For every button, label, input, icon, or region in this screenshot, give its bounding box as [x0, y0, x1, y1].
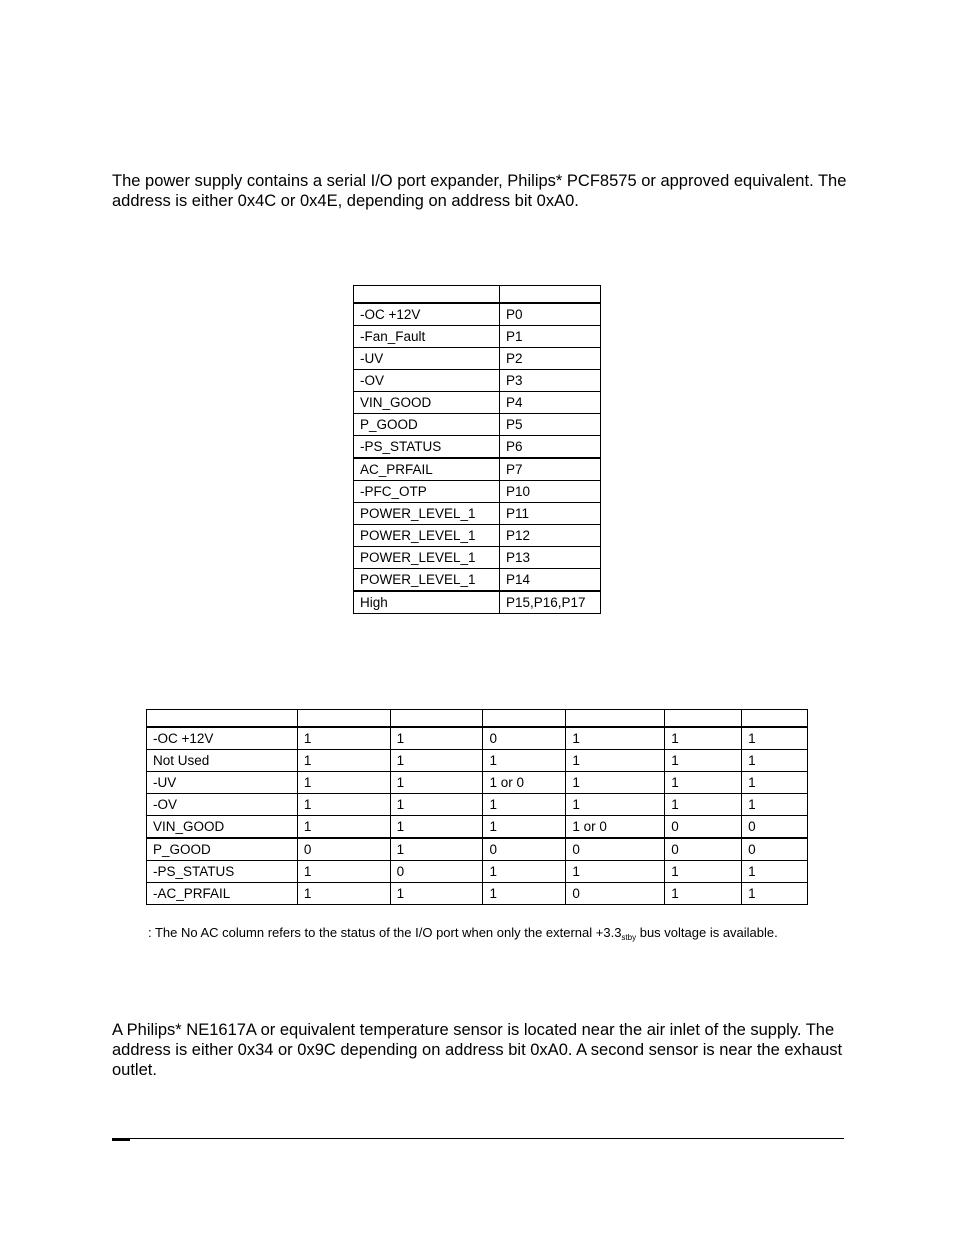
value-cell: 1 or 0: [483, 772, 566, 794]
header-cell: [665, 710, 742, 728]
value-cell: 1: [483, 861, 566, 883]
value-cell: P3: [500, 370, 601, 392]
value-cell: 1: [390, 772, 483, 794]
note-subscript: stby: [621, 933, 637, 942]
signal-cell: POWER_LEVEL_1: [354, 525, 500, 547]
header-cell: [354, 286, 500, 304]
header-cell: [297, 710, 390, 728]
value-cell: P7: [500, 458, 601, 481]
header-cell: [483, 710, 566, 728]
value-cell: 1: [297, 883, 390, 905]
pin-table-row: [354, 348, 601, 370]
header-cell: [390, 710, 483, 728]
state-table-row: [147, 772, 808, 794]
pin-table-row: [354, 547, 601, 569]
footer-rule: [112, 1138, 844, 1139]
state-table-row: [147, 750, 808, 772]
value-cell: P6: [500, 436, 601, 459]
value-cell: 1: [665, 861, 742, 883]
value-cell: 0: [665, 816, 742, 839]
value-cell: 1: [390, 750, 483, 772]
header-cell: [566, 710, 665, 728]
value-cell: 1: [390, 816, 483, 839]
value-cell: 1 or 0: [566, 816, 665, 839]
pin-table-header-row: [354, 286, 601, 304]
signal-cell: POWER_LEVEL_1: [354, 547, 500, 569]
value-cell: 0: [665, 838, 742, 861]
value-cell: P0: [500, 303, 601, 326]
signal-cell: -PS_STATUS: [354, 436, 500, 459]
signal-cell: -UV: [354, 348, 500, 370]
state-table-row: [147, 838, 808, 861]
signal-cell: P_GOOD: [147, 838, 298, 861]
intro-paragraph: The power supply contains a serial I/O port expander, Philips* PCF8575 or approved equivalent. The address is either 0x4C or 0x4E, depending on address bit 0xA0.: [112, 172, 847, 210]
header-cell: [742, 710, 808, 728]
pin-table-row: [354, 569, 601, 592]
header-cell: [147, 710, 298, 728]
note-text-end: bus voltage is available.: [636, 925, 778, 940]
value-cell: 1: [665, 883, 742, 905]
signal-cell: -OV: [147, 794, 298, 816]
pin-table-row: [354, 525, 601, 547]
state-table-row: [147, 727, 808, 750]
value-cell: P4: [500, 392, 601, 414]
value-cell: 1: [566, 750, 665, 772]
value-cell: 1: [297, 772, 390, 794]
value-cell: 1: [390, 727, 483, 750]
value-cell: P14: [500, 569, 601, 592]
pin-table-row: [354, 436, 601, 459]
value-cell: 1: [390, 794, 483, 816]
value-cell: 1: [566, 727, 665, 750]
value-cell: 1: [566, 861, 665, 883]
value-cell: 1: [742, 861, 808, 883]
value-cell: 1: [297, 727, 390, 750]
signal-cell: Not Used: [147, 750, 298, 772]
state-table-row: [147, 883, 808, 905]
value-cell: 1: [297, 816, 390, 839]
value-cell: 0: [566, 838, 665, 861]
port-state-table: [146, 709, 808, 905]
signal-cell: -PS_STATUS: [147, 861, 298, 883]
pin-table-row: [354, 458, 601, 481]
value-cell: 0: [742, 838, 808, 861]
state-table-row: [147, 794, 808, 816]
value-cell: 1: [390, 838, 483, 861]
table-note: [148, 925, 808, 941]
pin-table-row: [354, 414, 601, 436]
signal-cell: -PFC_OTP: [354, 481, 500, 503]
signal-cell: -AC_PRFAIL: [147, 883, 298, 905]
value-cell: P11: [500, 503, 601, 525]
value-cell: P1: [500, 326, 601, 348]
signal-cell: POWER_LEVEL_1: [354, 503, 500, 525]
value-cell: 1: [566, 772, 665, 794]
value-cell: 0: [390, 861, 483, 883]
signal-cell: -UV: [147, 772, 298, 794]
signal-cell: VIN_GOOD: [147, 816, 298, 839]
value-cell: P13: [500, 547, 601, 569]
value-cell: P5: [500, 414, 601, 436]
pin-table-row: [354, 326, 601, 348]
signal-cell: High: [354, 591, 500, 614]
state-table-header-row: [147, 710, 808, 728]
value-cell: 1: [483, 750, 566, 772]
value-cell: 1: [665, 772, 742, 794]
pin-table-row: [354, 503, 601, 525]
pin-table-row: [354, 303, 601, 326]
value-cell: 1: [566, 794, 665, 816]
state-table-row: [147, 816, 808, 839]
sensor-paragraph: A Philips* NE1617A or equivalent temperature sensor is located near the air inlet of the supply. The address is either 0x34 or 0x9C depending on address bit 0xA0. A second sensor is near the exhaust outlet.: [112, 1021, 843, 1079]
header-cell: [500, 286, 601, 304]
pin-assignment-table: [353, 285, 601, 614]
value-cell: P10: [500, 481, 601, 503]
value-cell: 1: [665, 727, 742, 750]
pin-table-row: [354, 392, 601, 414]
value-cell: 0: [483, 838, 566, 861]
value-cell: P15,P16,P17: [500, 591, 601, 614]
value-cell: 1: [297, 861, 390, 883]
value-cell: 1: [483, 883, 566, 905]
footer-rule-accent: [112, 1138, 130, 1141]
value-cell: 1: [297, 794, 390, 816]
signal-cell: AC_PRFAIL: [354, 458, 500, 481]
value-cell: P2: [500, 348, 601, 370]
value-cell: 1: [742, 883, 808, 905]
value-cell: 1: [742, 750, 808, 772]
pin-table-row: [354, 370, 601, 392]
pin-table-row: [354, 591, 601, 614]
signal-cell: P_GOOD: [354, 414, 500, 436]
value-cell: 0: [297, 838, 390, 861]
value-cell: 1: [665, 794, 742, 816]
value-cell: 0: [566, 883, 665, 905]
signal-cell: -OV: [354, 370, 500, 392]
value-cell: 1: [665, 750, 742, 772]
signal-cell: POWER_LEVEL_1: [354, 569, 500, 592]
value-cell: 0: [483, 727, 566, 750]
value-cell: 1: [742, 772, 808, 794]
value-cell: 1: [483, 794, 566, 816]
signal-cell: -Fan_Fault: [354, 326, 500, 348]
value-cell: P12: [500, 525, 601, 547]
value-cell: 1: [390, 883, 483, 905]
value-cell: 1: [297, 750, 390, 772]
state-table-row: [147, 861, 808, 883]
value-cell: 1: [483, 816, 566, 839]
signal-cell: -OC +12V: [354, 303, 500, 326]
signal-cell: VIN_GOOD: [354, 392, 500, 414]
note-text: : The No AC column refers to the status of the I/O port when only the external +3.3: [148, 925, 622, 940]
value-cell: 1: [742, 727, 808, 750]
value-cell: 1: [742, 794, 808, 816]
value-cell: 0: [742, 816, 808, 839]
signal-cell: -OC +12V: [147, 727, 298, 750]
pin-table-row: [354, 481, 601, 503]
